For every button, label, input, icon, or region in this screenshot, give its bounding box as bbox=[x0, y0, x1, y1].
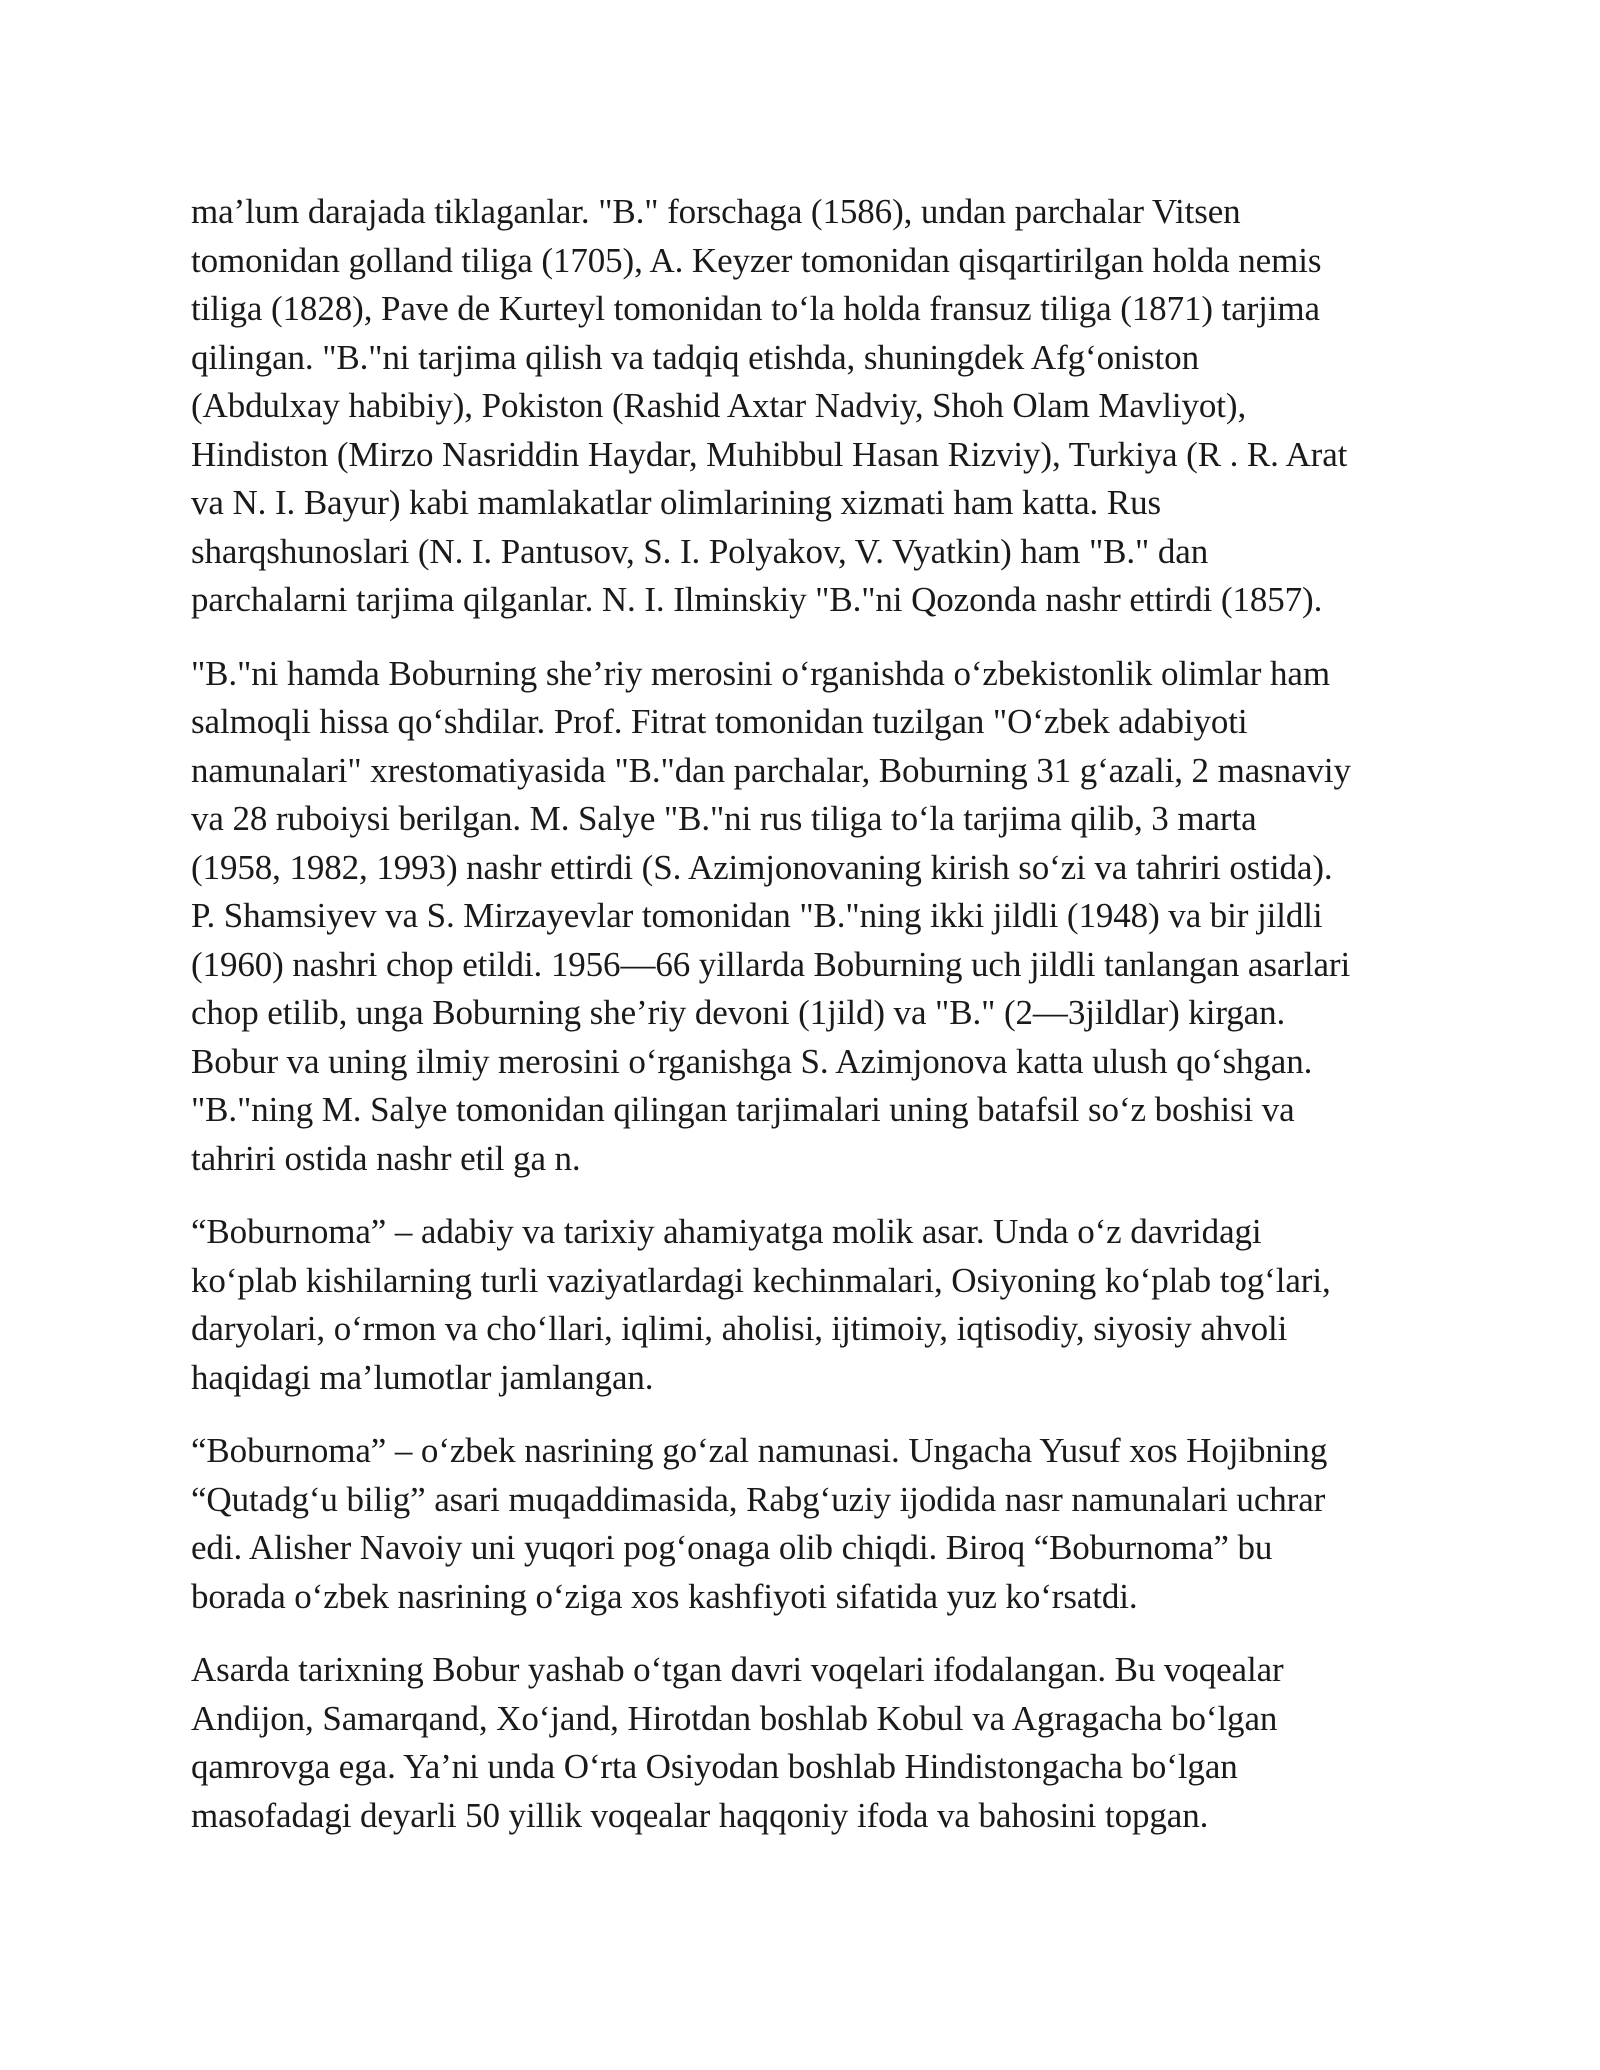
document-body bbox=[191, 188, 1431, 1865]
paragraph: ma’lum darajada tiklaganlar. "B." forschaga (1586), undan parchalar Vitsen tomonidan golland tiliga (1705), A. Keyzer tomonidan qisqartirilgan holda nemis tiliga (1828), Pave de Kurteyl tomonidan to‘la holda fransuz tiliga (1871) tarjima qilingan. "B."ni tarjima qilish va tadqiq etishda, shuningdek Afg‘oniston (Abdulxay habibiy), Pokiston (Rashid Axtar Nadviy, Shoh Olam Mavliyot), Hindiston (Mirzo Nasriddin Haydar, Muhibbul Hasan Rizviy), Turkiya (R . R. Arat va N. I. Bayur) kabi mamlakatlar olimlarining xizmati ham katta. Rus sharqshunoslari (N. I. Pantusov, S. I. Polyakov, V. Vyatkin) ham "B." dan parchalarni tarjima qilganlar. N. I. Ilminskiy "B."ni Qozonda nashr ettirdi (1857). bbox=[191, 192, 1348, 619]
paragraph: “Boburnoma” – adabiy va tarixiy ahamiyatga molik asar. Unda o‘z davridagi ko‘plab kishilarning turli vaziyatlardagi kechinmalari, Osiyoning ko‘plab tog‘lari, daryolari, o‘rmon va cho‘llari, iqlimi, aholisi, ijtimoiy, iqtisodiy, siyosiy ahvoli haqidagi ma’lumotlar jamlangan. bbox=[191, 1212, 1331, 1397]
paragraph: Asarda tarixning Bobur yashab o‘tgan davri voqelari ifodalangan. Bu voqealar Andijon, Samarqand, Xo‘jand, Hirotdan boshlab Kobul va Agragacha bo‘lgan qamrovga ega. Ya’ni unda O‘rta Osiyodan boshlab Hindistongacha bo‘lgan masofadagi deyarli 50 yillik voqealar haqqoniy ifoda va bahosini topgan. bbox=[191, 1650, 1284, 1835]
paragraph: "B."ni hamda Boburning she’riy merosini o‘rganishda o‘zbekistonlik olimlar ham salmoqli hissa qo‘shdilar. Prof. Fitrat tomonidan tuzilgan "O‘zbek adabiyoti namunalari" xrestomatiyasida "B."dan parchalar, Boburning 31 g‘azali, 2 masnaviy va 28 ruboiysi berilgan. M. Salye "B."ni rus tiliga to‘la tarjima qilib, 3 marta (1958, 1982, 1993) nashr ettirdi (S. Azimjonovaning kirish so‘zi va tahriri ostida). P. Shamsiyev va S. Mirzayevlar tomonidan "B."ning ikki jildli (1948) va bir jildli (1960) nashri chop etildi. 1956—66 yillarda Boburning uch jildli tanlangan asarlari chop etilib, unga Boburning she’riy devoni (1jild) va "B." (2—3jildlar) kirgan. Bobur va uning ilmiy merosini o‘rganishga S. Azimjonova katta ulush qo‘shgan. "B."ning M. Salye tomonidan qilingan tarjimalari uning batafsil so‘z boshisi va tahriri ostida nashr etil ga n. bbox=[191, 653, 1351, 1178]
paragraph: “Boburnoma” – o‘zbek nasrining go‘zal namunasi. Ungacha Yusuf xos Hojibning “Qutadg‘u bilig” asari muqaddimasida, Rabg‘uziy ijodida nasr namunalari uchrar edi. Alisher Navoiy uni yuqori pog‘onaga olib chiqdi. Biroq “Boburnoma” bu borada o‘zbek nasrining o‘ziga xos kashfiyoti sifatida yuz ko‘rsatdi. bbox=[191, 1431, 1328, 1616]
